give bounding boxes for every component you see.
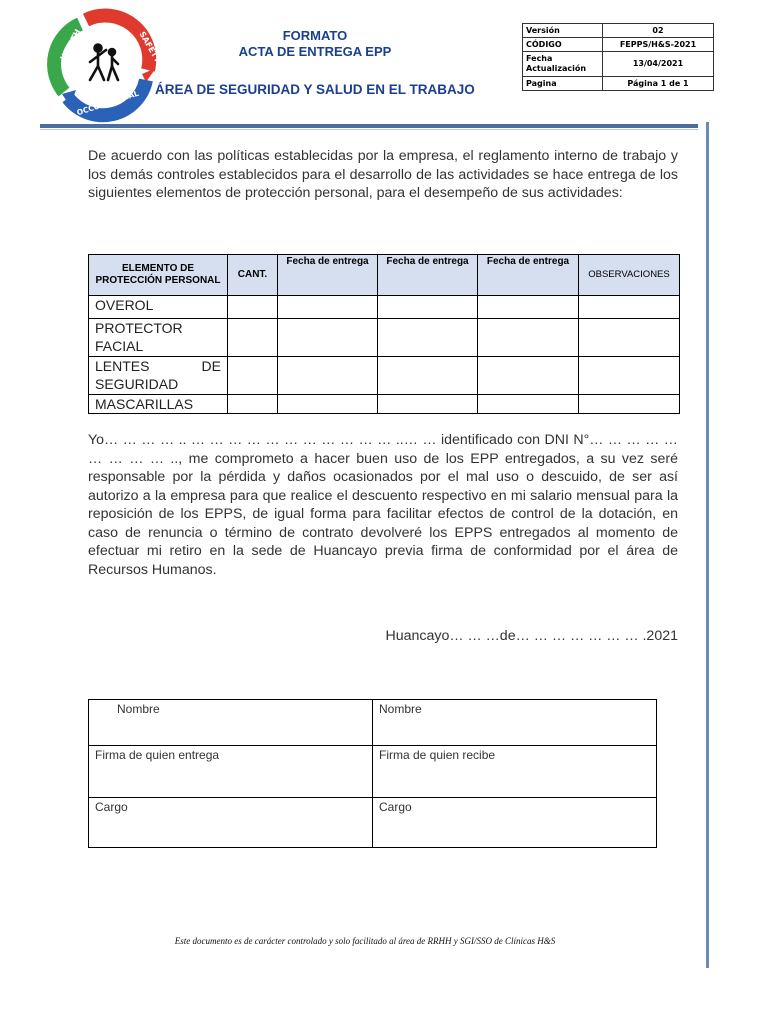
logo-occupational-text: OCCUPATIONAL: [75, 88, 140, 118]
meta-value: FEPPS/H&S-2021: [603, 38, 714, 52]
header-delivery-date-2: Fecha de entrega: [378, 255, 478, 296]
people-figures-icon: [90, 45, 118, 81]
meta-label: Versión: [523, 24, 603, 38]
header-delivery-date-3: Fecha de entrega: [478, 255, 579, 296]
table-row: [89, 296, 680, 319]
role-field-receiver[interactable]: Cargo: [373, 798, 657, 848]
observations-cell[interactable]: [579, 395, 680, 414]
date-cell[interactable]: [278, 395, 378, 414]
date-cell[interactable]: [278, 357, 378, 395]
meta-value: 02: [603, 24, 714, 38]
table-row: [89, 319, 680, 357]
quantity-cell[interactable]: [228, 319, 278, 357]
observations-cell[interactable]: [579, 357, 680, 395]
header-element: ELEMENTO DE PROTECCIÓN PERSONAL: [89, 255, 228, 296]
date-cell[interactable]: [378, 395, 478, 414]
header-observations: OBSERVACIONES: [579, 255, 680, 296]
name-field-deliverer[interactable]: Nombre: [89, 700, 373, 746]
role-field-deliverer[interactable]: Cargo: [89, 798, 373, 848]
commitment-paragraph: Yo… … … … .. … … … … … … … … … … … ..… … identificado con DNI N°… … … … … … … … … .., me comprometo a hacer buen uso de los EPP entregados, a su vez seré responsable por la pérdida y daños ocasionados por el mal uso o descuido, de ser así autorizo a la empresa para que realice el descuento respectivo en mi salario mensual para la reposición de los EPPS, de igual forma para facilitar efectos de control de la dotación, en caso de renuncia o término de contrato devolveré los EPPS entregados al momento de efectuar mi retiro en la sede de Huancayo previa firma de conformidad por el área de Recursos Humanos.: [88, 432, 678, 578]
epp-item: LENTES DE SEGURIDAD: [89, 357, 228, 395]
header-divider: [40, 124, 698, 128]
quantity-cell[interactable]: [228, 296, 278, 319]
date-cell[interactable]: [378, 296, 478, 319]
observations-cell[interactable]: [579, 296, 680, 319]
table-row: [89, 357, 680, 395]
signature-field-receiver[interactable]: Firma de quien recibe: [373, 746, 657, 798]
date-cell[interactable]: [278, 296, 378, 319]
date-line: Huancayo… … …de… … … … … … … .2021: [385, 628, 678, 644]
area-title: ÁREA DE SEGURIDAD Y SALUD EN EL TRABAJO: [155, 82, 475, 97]
quantity-cell[interactable]: [228, 357, 278, 395]
intro-paragraph: De acuerdo con las políticas establecidas por la empresa, el reglamento interno de trabajo y los demás controles establecidos para el desarrollo de las actividades se hace entrega de los siguientes elementos de protección personal, para el desempeño de sus actividades:: [88, 148, 678, 201]
header-quantity: CANT.: [228, 255, 278, 296]
date-cell[interactable]: [278, 319, 378, 357]
epp-item: MASCARILLAS: [89, 395, 228, 414]
epp-item: PROTECTOR FACIAL: [89, 319, 228, 357]
header-divider-thin: [40, 129, 698, 130]
meta-label: Fecha Actualización: [523, 52, 603, 77]
meta-label: Pagina: [523, 77, 603, 91]
signature-table: [88, 699, 657, 848]
logo-health-text: HEALTH: [58, 27, 83, 63]
date-cell[interactable]: [378, 319, 478, 357]
health-safety-logo: [50, 10, 163, 118]
date-cell[interactable]: [478, 296, 579, 319]
table-row: [89, 395, 680, 414]
document-title: ACTA DE ENTREGA EPP: [238, 44, 392, 59]
meta-value: Página 1 de 1: [603, 77, 714, 91]
name-field-receiver[interactable]: Nombre: [373, 700, 657, 746]
observations-cell[interactable]: [579, 319, 680, 357]
signature-field-deliverer[interactable]: Firma de quien entrega: [89, 746, 373, 798]
epp-item: OVEROL: [89, 296, 228, 319]
date-cell[interactable]: [378, 357, 478, 395]
meta-label: CÓDIGO: [523, 38, 603, 52]
quantity-cell[interactable]: [228, 395, 278, 414]
date-cell[interactable]: [478, 395, 579, 414]
page-side-rule: [706, 122, 709, 968]
meta-value: 13/04/2021: [603, 52, 714, 77]
logo-safety-text: SAFETY: [137, 30, 163, 65]
document-control-table: [522, 23, 714, 91]
epp-table: [88, 254, 680, 414]
footer-note: Este documento es de carácter controlado y solo facilitado al área de RRHH y SGI/SSO de Clínicas H&S: [174, 936, 556, 946]
date-cell[interactable]: [478, 319, 579, 357]
date-cell[interactable]: [478, 357, 579, 395]
header-delivery-date-1: Fecha de entrega: [278, 255, 378, 296]
document-type: FORMATO: [282, 28, 348, 43]
